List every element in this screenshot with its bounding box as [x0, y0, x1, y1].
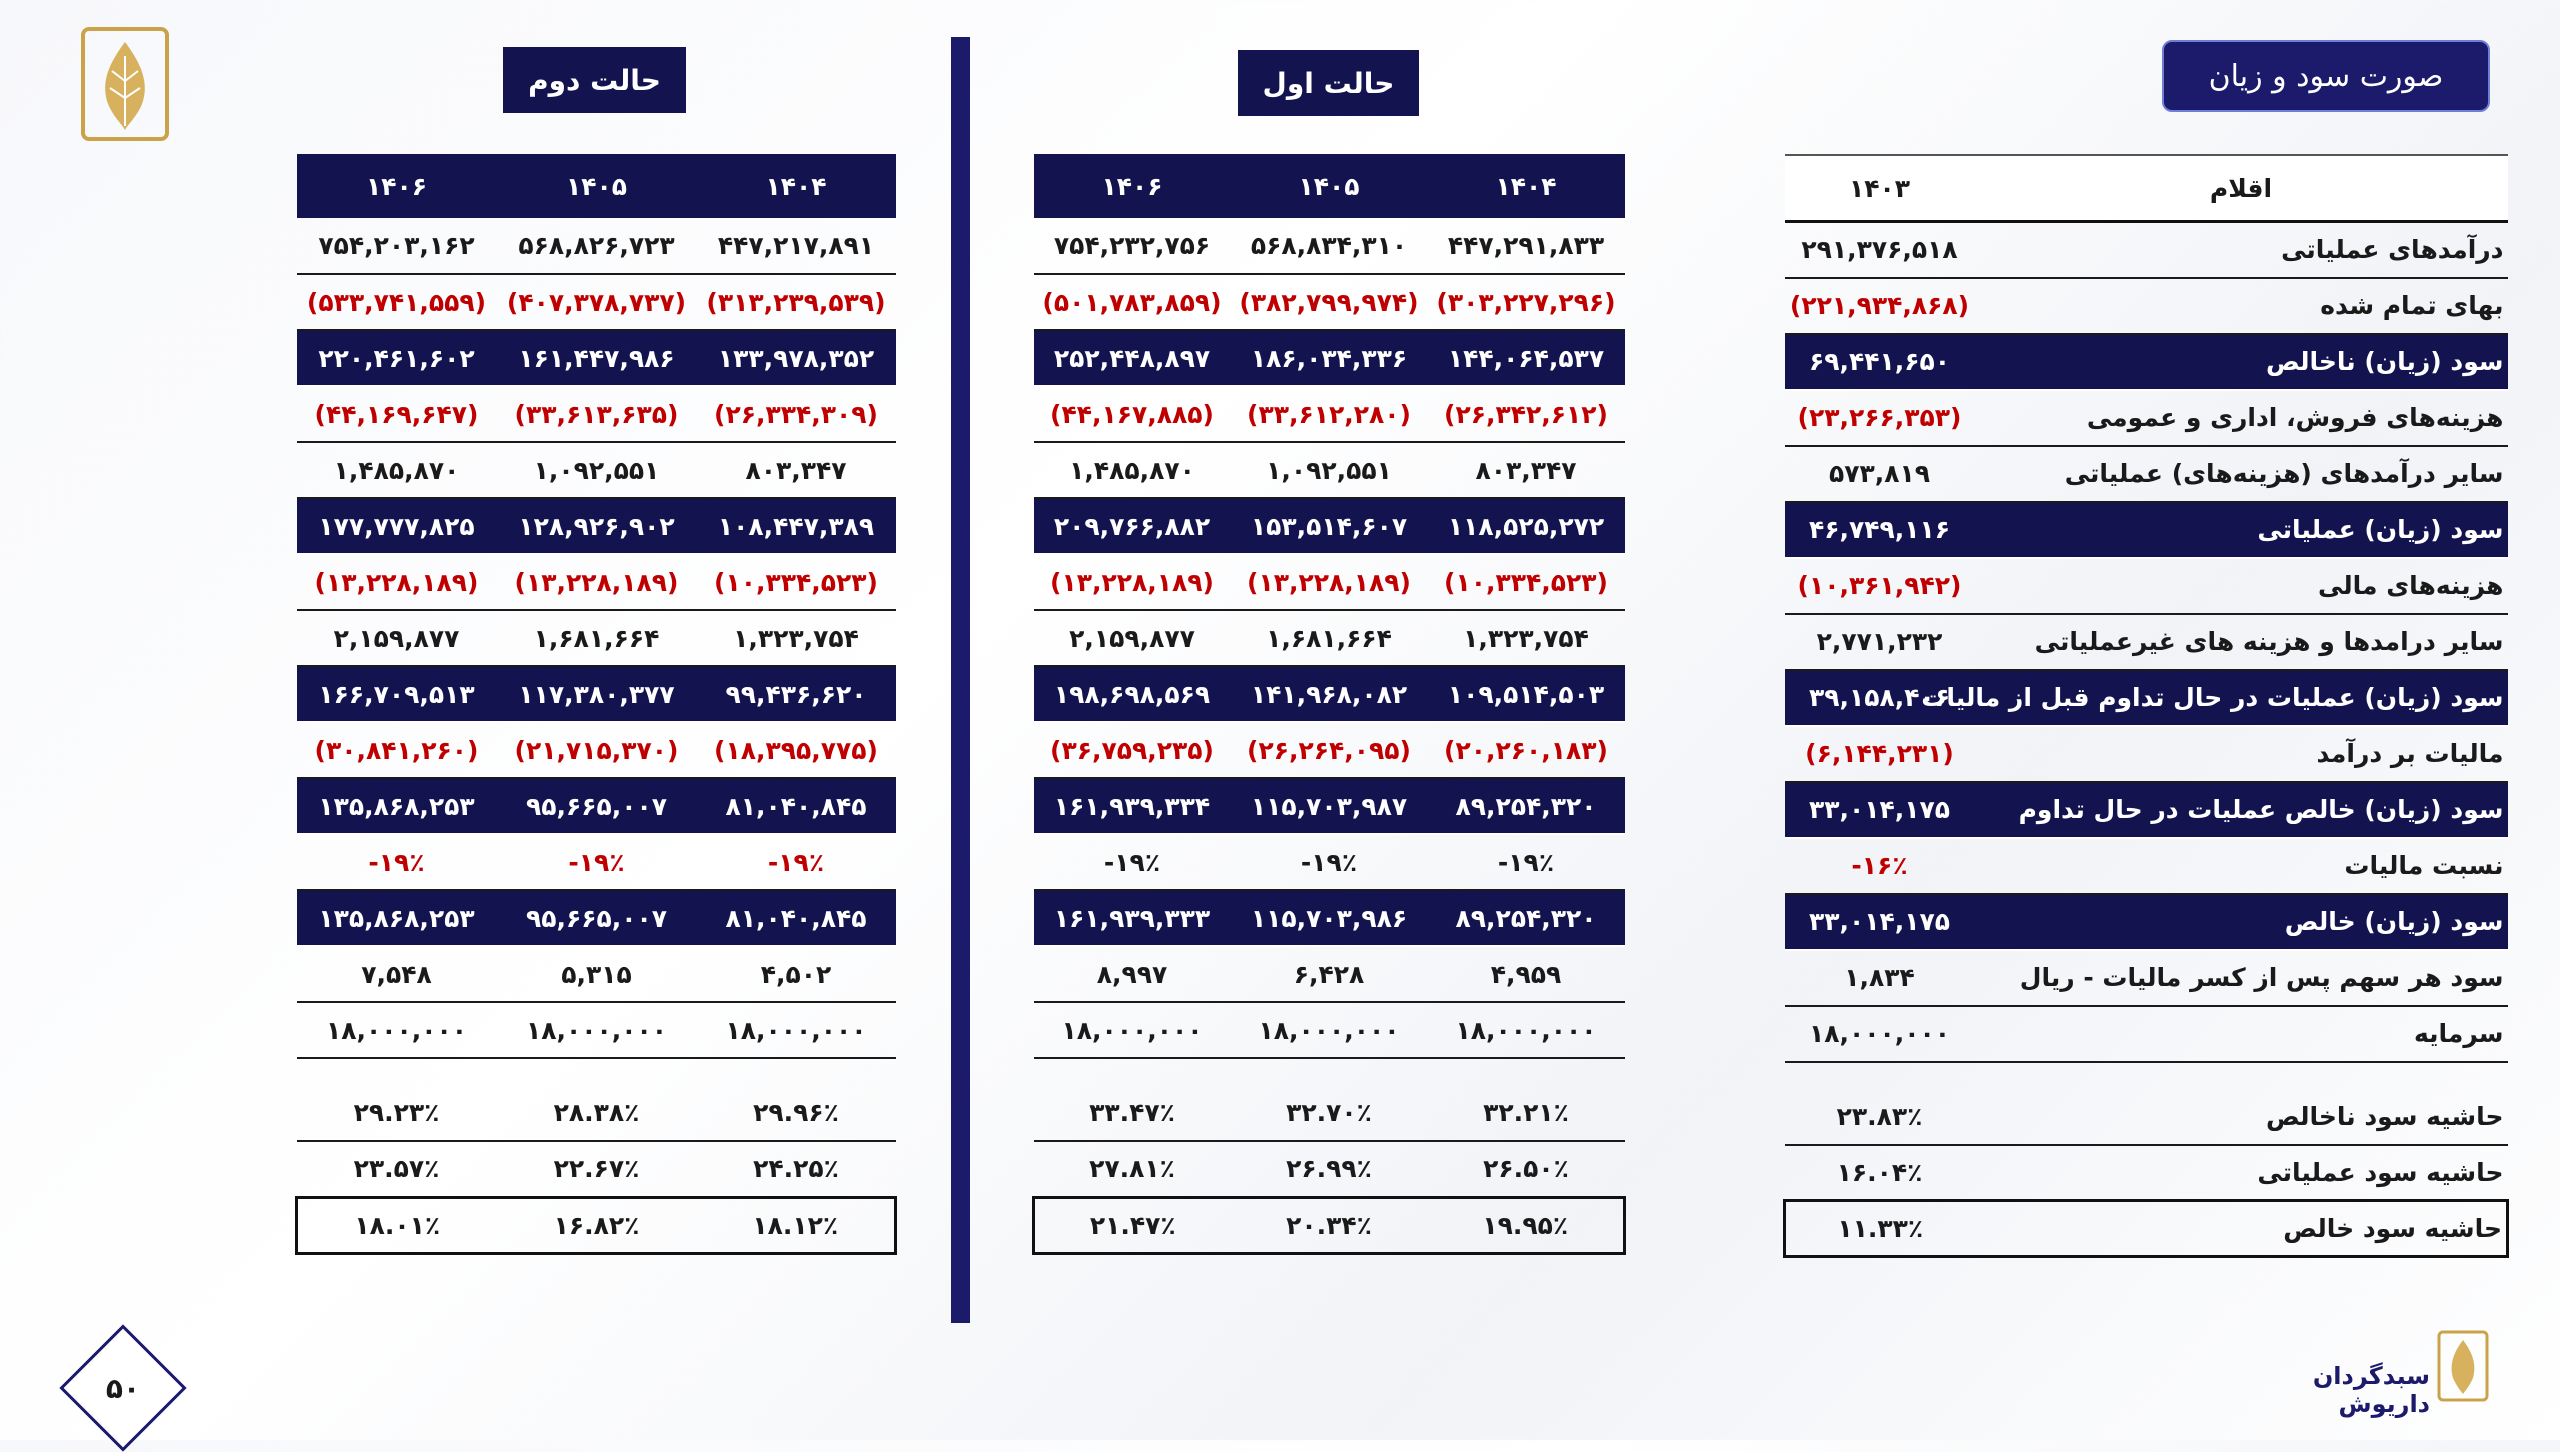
year-header: ۱۴۰۴: [1428, 154, 1625, 218]
cell-value: (۳۳,۶۱۳,۶۳۵): [497, 386, 697, 442]
cell-value: ۶,۴۲۸: [1231, 946, 1428, 1002]
cell-value: (۳۰,۸۴۱,۲۶۰): [297, 722, 497, 778]
cell-value: ۲۸.۳۸٪: [497, 1085, 697, 1141]
cell-value: ۱۲۸,۹۲۶,۹۰۲: [497, 498, 697, 554]
cell-value: ۸۱,۰۴۰,۸۴۵: [697, 778, 896, 834]
cell-value: ۲۱.۴۷٪: [1034, 1197, 1231, 1253]
table-row: [1034, 1002, 1625, 1058]
cell-value: ۲۹.۹۶٪: [697, 1085, 896, 1141]
cell-value: ۵۶۸,۸۲۶,۷۲۳: [497, 218, 697, 274]
cell-value: (۲۶,۲۶۴,۰۹۵): [1231, 722, 1428, 778]
cell-value: (۳۶,۷۵۹,۲۳۵): [1034, 722, 1231, 778]
table-row: [297, 1085, 896, 1141]
table-row: [1034, 386, 1625, 442]
cell-value: ۱۱۸,۵۲۵,۲۷۲: [1428, 498, 1625, 554]
row-label: سود (زیان) عملیاتی: [1975, 502, 2508, 558]
table-row: [1785, 838, 2508, 894]
cell-value: (۴۴,۱۶۹,۶۴۷): [297, 386, 497, 442]
table-row: [297, 1141, 896, 1197]
base-year-header: ۱۴۰۳: [1785, 155, 1975, 222]
base-value: ۱۶.۰۴٪: [1785, 1145, 1975, 1201]
table-row: [297, 1002, 896, 1058]
table-row: [297, 890, 896, 946]
cell-value: ۱۸,۰۰۰,۰۰۰: [1034, 1002, 1231, 1058]
table-row: [1034, 890, 1625, 946]
cell-value: ۱۶۱,۹۳۹,۳۳۴: [1034, 778, 1231, 834]
row-label: درآمدهای عملیاتی: [1975, 222, 2508, 278]
cell-value: ۴,۵۰۲: [697, 946, 896, 1002]
cell-value: ۱,۰۹۲,۵۵۱: [1231, 442, 1428, 498]
row-label: بهای تمام شده: [1975, 278, 2508, 334]
year-header: ۱۴۰۴: [697, 154, 896, 218]
base-value: ۲۹۱,۳۷۶,۵۱۸: [1785, 222, 1975, 278]
table-row: [297, 274, 896, 330]
cell-value: -۱۹٪: [297, 834, 497, 890]
cell-value: (۱۸,۳۹۵,۷۷۵): [697, 722, 896, 778]
cell-value: (۲۱,۷۱۵,۳۷۰): [497, 722, 697, 778]
cell-value: ۴۴۷,۲۹۱,۸۳۳: [1428, 218, 1625, 274]
base-value: ۳۳,۰۱۴,۱۷۵: [1785, 894, 1975, 950]
table-row: [1785, 1006, 2508, 1062]
cell-value: ۱۶۶,۷۰۹,۵۱۳: [297, 666, 497, 722]
table-row: [297, 218, 896, 274]
cell-value: ۱۸,۰۰۰,۰۰۰: [697, 1002, 896, 1058]
cell-value: ۸۹,۲۵۴,۳۲۰: [1428, 890, 1625, 946]
table-row: [1785, 334, 2508, 390]
cell-value: ۲۲۰,۴۶۱,۶۰۲: [297, 330, 497, 386]
base-value: ۳۹,۱۵۸,۴۰۶: [1785, 670, 1975, 726]
cell-value: (۱۳,۲۲۸,۱۸۹): [497, 554, 697, 610]
cell-value: ۸,۹۹۷: [1034, 946, 1231, 1002]
cell-value: ۳۲.۲۱٪: [1428, 1085, 1625, 1141]
table-row: [1785, 1145, 2508, 1201]
cell-value: ۲۶.۹۹٪: [1231, 1141, 1428, 1197]
company-logo: [80, 26, 170, 142]
row-label: سود (زیان) خالص عملیات در حال تداوم: [1975, 782, 2508, 838]
table-row: [1034, 946, 1625, 1002]
cell-value: ۷۵۴,۲۰۳,۱۶۲: [297, 218, 497, 274]
table-row: [1034, 498, 1625, 554]
year-header: ۱۴۰۵: [1231, 154, 1428, 218]
table-row: [1034, 554, 1625, 610]
cell-value: (۳۸۲,۷۹۹,۹۷۴): [1231, 274, 1428, 330]
table-row: [1785, 558, 2508, 614]
cell-value: (۱۰,۳۳۴,۵۲۳): [1428, 554, 1625, 610]
cell-value: ۲۰۹,۷۶۶,۸۸۲: [1034, 498, 1231, 554]
year-header: ۱۴۰۶: [1034, 154, 1231, 218]
table-row: [1785, 670, 2508, 726]
row-label: مالیات بر درآمد: [1975, 726, 2508, 782]
cell-value: (۳۱۳,۲۳۹,۵۳۹): [697, 274, 896, 330]
table-row: [1785, 390, 2508, 446]
state-2-label: حالت دوم: [503, 47, 686, 113]
cell-value: [297, 1058, 497, 1085]
cell-value: ۱۳۳,۹۷۸,۳۵۲: [697, 330, 896, 386]
cell-value: ۳۳.۴۷٪: [1034, 1085, 1231, 1141]
cell-value: ۱۸,۰۰۰,۰۰۰: [297, 1002, 497, 1058]
table-row: [1785, 278, 2508, 334]
cell-value: ۹۵,۶۶۵,۰۰۷: [497, 778, 697, 834]
cell-value: ۹۹,۴۳۶,۶۲۰: [697, 666, 896, 722]
cell-value: ۱۵۳,۵۱۴,۶۰۷: [1231, 498, 1428, 554]
year-header: ۱۴۰۵: [497, 154, 697, 218]
base-value: ۶۹,۴۴۱,۶۵۰: [1785, 334, 1975, 390]
table-row: [1785, 782, 2508, 838]
cell-value: ۲۲.۶۷٪: [497, 1141, 697, 1197]
base-value: ۵۷۳,۸۱۹: [1785, 446, 1975, 502]
cell-value: (۲۶,۳۳۴,۳۰۹): [697, 386, 896, 442]
row-label: سایر درامدها و هزینه های غیرعملیاتی: [1975, 614, 2508, 670]
cell-value: -۱۹٪: [497, 834, 697, 890]
table-row: [1034, 218, 1625, 274]
cell-value: ۱,۰۹۲,۵۵۱: [497, 442, 697, 498]
cell-value: ۷۵۴,۲۳۲,۷۵۶: [1034, 218, 1231, 274]
cell-value: ۳۲.۷۰٪: [1231, 1085, 1428, 1141]
cell-value: (۵۳۳,۷۴۱,۵۵۹): [297, 274, 497, 330]
table-row: [1785, 502, 2508, 558]
state-2-table: [295, 154, 897, 1255]
page-title: صورت سود و زیان: [2162, 40, 2490, 112]
table-row: [297, 442, 896, 498]
table-row: [1785, 894, 2508, 950]
base-value: ۱,۸۳۴: [1785, 950, 1975, 1006]
table-row: [1785, 614, 2508, 670]
cell-value: [1034, 1058, 1231, 1085]
items-table: [1783, 154, 2509, 1258]
cell-value: (۲۶,۳۴۲,۶۱۲): [1428, 386, 1625, 442]
cell-value: ۱۳۵,۸۶۸,۲۵۳: [297, 890, 497, 946]
cell-value: ۱۶۱,۴۴۷,۹۸۶: [497, 330, 697, 386]
cell-value: ۱۸,۰۰۰,۰۰۰: [497, 1002, 697, 1058]
cell-value: ۲,۱۵۹,۸۷۷: [1034, 610, 1231, 666]
cell-value: (۳۰۳,۲۲۷,۲۹۶): [1428, 274, 1625, 330]
table-row: [297, 1197, 896, 1253]
base-value: -۱۶٪: [1785, 838, 1975, 894]
cell-value: (۱۳,۲۲۸,۱۸۹): [297, 554, 497, 610]
table-row: [1034, 1085, 1625, 1141]
table-row: [297, 946, 896, 1002]
table-row: [297, 554, 896, 610]
cell-value: [697, 1058, 896, 1085]
cell-value: ۱۴۱,۹۶۸,۰۸۲: [1231, 666, 1428, 722]
cell-value: (۱۳,۲۲۸,۱۸۹): [1034, 554, 1231, 610]
table-row: [297, 722, 896, 778]
table-row: [1785, 726, 2508, 782]
cell-value: [1231, 1058, 1428, 1085]
cell-value: ۱۰۹,۵۱۴,۵۰۳: [1428, 666, 1625, 722]
table-row: [1785, 950, 2508, 1006]
table-row: [1785, 446, 2508, 502]
table-row: [297, 610, 896, 666]
cell-value: ۱۴۴,۰۶۴,۵۳۷: [1428, 330, 1625, 386]
cell-value: ۲۰.۳۴٪: [1231, 1197, 1428, 1253]
cell-value: ۲۳.۵۷٪: [297, 1141, 497, 1197]
cell-value: [1428, 1058, 1625, 1085]
row-label: سود هر سهم پس از کسر مالیات - ریال: [1975, 950, 2508, 1006]
base-value: ۱۸,۰۰۰,۰۰۰: [1785, 1006, 1975, 1062]
cell-value: (۱۳,۲۲۸,۱۸۹): [1231, 554, 1428, 610]
row-label: نسبت مالیات: [1975, 838, 2508, 894]
row-label: [1975, 1062, 2508, 1089]
cell-value: ۸۹,۲۵۴,۳۲۰: [1428, 778, 1625, 834]
base-value: [1785, 1062, 1975, 1089]
row-label: حاشیه سود عملیاتی: [1975, 1145, 2508, 1201]
table-row: [1785, 1201, 2508, 1257]
table-row: [1034, 274, 1625, 330]
cell-value: ۹۵,۶۶۵,۰۰۷: [497, 890, 697, 946]
row-label: هزینه‌های فروش، اداری و عمومی: [1975, 390, 2508, 446]
cell-value: (۲۰,۲۶۰,۱۸۳): [1428, 722, 1625, 778]
table-row: [1034, 1058, 1625, 1085]
base-value: ۲,۷۷۱,۲۳۲: [1785, 614, 1975, 670]
cell-value: ۱,۴۸۵,۸۷۰: [1034, 442, 1231, 498]
cell-value: ۱,۳۲۳,۷۵۴: [697, 610, 896, 666]
cell-value: -۱۹٪: [1034, 834, 1231, 890]
cell-value: ۱۷۷,۷۷۷,۸۲۵: [297, 498, 497, 554]
base-value: (۶,۱۴۴,۲۳۱): [1785, 726, 1975, 782]
cell-value: ۱۸,۰۰۰,۰۰۰: [1428, 1002, 1625, 1058]
cell-value: ۱۸,۰۰۰,۰۰۰: [1231, 1002, 1428, 1058]
table-row: [1785, 222, 2508, 278]
cell-value: ۱۰۸,۴۴۷,۳۸۹: [697, 498, 896, 554]
cell-value: ۱۱۵,۷۰۳,۹۸۷: [1231, 778, 1428, 834]
cell-value: ۱,۶۸۱,۶۶۴: [497, 610, 697, 666]
cell-value: ۸۱,۰۴۰,۸۴۵: [697, 890, 896, 946]
cell-value: (۴۰۷,۳۷۸,۷۳۷): [497, 274, 697, 330]
cell-value: ۱۶۱,۹۳۹,۳۳۳: [1034, 890, 1231, 946]
row-label: سایر درآمدهای (هزینه‌های) عملیاتی: [1975, 446, 2508, 502]
cell-value: -۱۹٪: [1428, 834, 1625, 890]
cell-value: ۱۸.۰۱٪: [297, 1197, 497, 1253]
table-row: [297, 666, 896, 722]
cell-value: ۱,۳۲۳,۷۵۴: [1428, 610, 1625, 666]
page-number: ۵۰: [105, 1371, 141, 1405]
cell-value: ۴۴۷,۲۱۷,۸۹۱: [697, 218, 896, 274]
cell-value: ۱۸۶,۰۳۴,۳۳۶: [1231, 330, 1428, 386]
table-row: [1034, 1141, 1625, 1197]
row-label: حاشیه سود ناخالص: [1975, 1089, 2508, 1145]
cell-value: (۳۳,۶۱۲,۲۸۰): [1231, 386, 1428, 442]
cell-value: ۱۳۵,۸۶۸,۲۵۳: [297, 778, 497, 834]
base-value: ۱۱.۳۳٪: [1785, 1201, 1975, 1257]
base-value: ۲۳.۸۳٪: [1785, 1089, 1975, 1145]
base-value: (۲۲۱,۹۳۴,۸۶۸): [1785, 278, 1975, 334]
table-row: [1034, 610, 1625, 666]
year-header: ۱۴۰۶: [297, 154, 497, 218]
brand-name: سبدگردان داریوش: [2312, 1362, 2430, 1418]
row-label: سود (زیان) ناخالص: [1975, 334, 2508, 390]
cell-value: (۵۰۱,۷۸۳,۸۵۹): [1034, 274, 1231, 330]
table-row: [1034, 722, 1625, 778]
cell-value: ۱۱۷,۳۸۰,۳۷۷: [497, 666, 697, 722]
table-row: [1034, 330, 1625, 386]
golden-leaf-logo-icon: [80, 26, 170, 142]
cell-value: ۴,۹۵۹: [1428, 946, 1625, 1002]
table-row: [297, 1058, 896, 1085]
cell-value: [497, 1058, 697, 1085]
table-row: [1034, 778, 1625, 834]
row-label: هزینه‌های مالی: [1975, 558, 2508, 614]
base-value: (۱۰,۳۶۱,۹۴۲): [1785, 558, 1975, 614]
cell-value: ۱۱۵,۷۰۳,۹۸۶: [1231, 890, 1428, 946]
row-label: حاشیه سود خالص: [1975, 1201, 2508, 1257]
state-1-label: حالت اول: [1238, 50, 1419, 116]
cell-value: ۱۸.۱۲٪: [697, 1197, 896, 1253]
table-row: [1785, 1062, 2508, 1089]
table-row: [297, 778, 896, 834]
base-value: (۲۳,۲۶۶,۳۵۳): [1785, 390, 1975, 446]
golden-leaf-logo-icon: [2437, 1330, 2489, 1402]
cell-value: ۲۵۲,۴۴۸,۸۹۷: [1034, 330, 1231, 386]
table-row: [1034, 1197, 1625, 1253]
table-row: [1034, 666, 1625, 722]
cell-value: ۲,۱۵۹,۸۷۷: [297, 610, 497, 666]
state-1-table: [1032, 154, 1626, 1255]
cell-value: ۱۹.۹۵٪: [1428, 1197, 1625, 1253]
cell-value: ۵۶۸,۸۳۴,۳۱۰: [1231, 218, 1428, 274]
table-row: [297, 498, 896, 554]
row-label: سود (زیان) عملیات در حال تداوم قبل از مالیات: [1975, 670, 2508, 726]
cell-value: ۱,۴۸۵,۸۷۰: [297, 442, 497, 498]
cell-value: ۲۴.۲۵٪: [697, 1141, 896, 1197]
cell-value: -۱۹٪: [697, 834, 896, 890]
cell-value: ۱۶.۸۲٪: [497, 1197, 697, 1253]
table-row: [1785, 1089, 2508, 1145]
vertical-divider: [951, 37, 970, 1323]
row-label: سرمایه: [1975, 1006, 2508, 1062]
base-value: ۳۳,۰۱۴,۱۷۵: [1785, 782, 1975, 838]
table-row: [297, 386, 896, 442]
cell-value: ۸۰۳,۳۴۷: [1428, 442, 1625, 498]
base-value: ۴۶,۷۴۹,۱۱۶: [1785, 502, 1975, 558]
items-header: اقلام: [1975, 155, 2508, 222]
cell-value: ۲۶.۵۰٪: [1428, 1141, 1625, 1197]
footer-logo: [2437, 1330, 2489, 1402]
cell-value: ۱,۶۸۱,۶۶۴: [1231, 610, 1428, 666]
table-row: [297, 834, 896, 890]
table-row: [297, 330, 896, 386]
table-row: [1034, 442, 1625, 498]
cell-value: (۱۰,۳۳۴,۵۲۳): [697, 554, 896, 610]
row-label: سود (زیان) خالص: [1975, 894, 2508, 950]
cell-value: ۲۹.۲۳٪: [297, 1085, 497, 1141]
cell-value: ۵,۳۱۵: [497, 946, 697, 1002]
table-row: [1034, 834, 1625, 890]
cell-value: -۱۹٪: [1231, 834, 1428, 890]
cell-value: (۴۴,۱۶۷,۸۸۵): [1034, 386, 1231, 442]
cell-value: ۷,۵۴۸: [297, 946, 497, 1002]
cell-value: ۸۰۳,۳۴۷: [697, 442, 896, 498]
cell-value: ۱۹۸,۶۹۸,۵۶۹: [1034, 666, 1231, 722]
cell-value: ۲۷.۸۱٪: [1034, 1141, 1231, 1197]
